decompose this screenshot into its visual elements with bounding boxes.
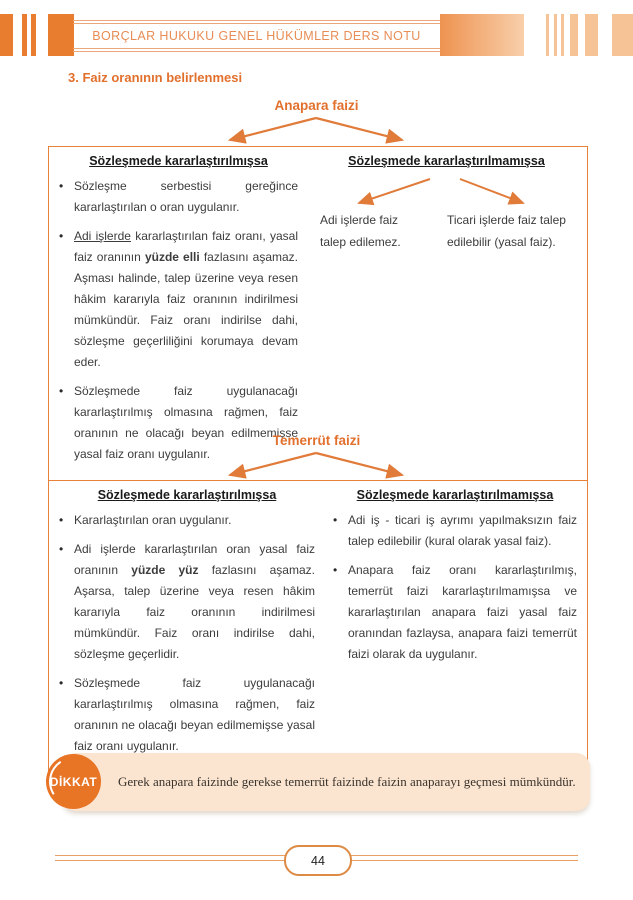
header-accent-bar-light: [554, 14, 557, 56]
temerrut-diagram-box: [48, 480, 588, 774]
bullet-text: Adi işlerde kararlaştırılan faiz oranı, yasal faiz oranının yüzde elli fazlasını aşamaz. Aşması halinde, talep üzerine veya resen hâkim kararıyla faiz oranının indirilmesi mümkündür. Faiz oranı indirilse dahi, sözleşme geçerliliğini korumaya devam eder.: [74, 229, 299, 369]
bullet-list: [333, 510, 577, 665]
attention-text: Gerek anapara faizinde gerekse temerrüt faizinde faizin anaparayı geçmesi mümkündür.: [118, 774, 576, 789]
header-gradient-block: [440, 14, 524, 56]
column-header: Sözleşmede kararlaştırılmamışsa: [348, 154, 545, 168]
header-accent-bar: [31, 14, 36, 56]
diagram-title-temerrut: Temerrüt faizi: [272, 433, 361, 448]
bullet-marker: •: [59, 542, 64, 556]
bullet-item: [333, 510, 577, 552]
bullet-marker: •: [59, 513, 64, 527]
page-title: BORÇLAR HUKUKU GENEL HÜKÜMLER DERS NOTU: [73, 20, 440, 52]
header-accent-bar: [22, 14, 27, 56]
header-accent-bar-light: [570, 14, 578, 56]
anapara-diagram-box: [48, 146, 588, 482]
header-accent-bar-light: [546, 14, 549, 56]
bullet-list: [59, 176, 298, 465]
bullet-text: Kararlaştırılan oran uygulanır.: [74, 513, 232, 527]
attention-callout: [62, 753, 590, 811]
bullet-item: [59, 539, 315, 665]
header-accent-bar-light: [585, 14, 598, 56]
bullet-marker: •: [333, 513, 338, 527]
diagram-title-anapara: Anapara faizi: [274, 98, 359, 113]
diverging-arrows-icon: [216, 450, 416, 480]
column-header: Sözleşmede kararlaştırılmamışsa: [356, 488, 554, 502]
bullet-list: [59, 510, 315, 757]
bullet-text: Sözleşme serbestisi gereğince kararlaştırılan o oran uygulanır.: [74, 179, 298, 214]
header-accent-bar-light: [561, 14, 564, 56]
header-accent-bar: [48, 14, 74, 56]
bullet-marker: •: [59, 179, 64, 193]
bullet-text: Sözleşmede faiz uygulanacağı kararlaştırılmış olmasına rağmen, faiz oranının ne olacağı beyan edilmemişse yasal faiz oranı uygulanır.: [74, 676, 315, 753]
bullet-item: [333, 560, 577, 665]
section-heading: 3. Faiz oranının belirlenmesi: [68, 70, 243, 85]
bullet-item: [59, 673, 315, 757]
bullet-marker: •: [333, 563, 338, 577]
branch-arrows-icon: [327, 176, 567, 208]
column-header: Sözleşmede kararlaştırılmışsa: [97, 488, 277, 502]
header-accent-bar: [0, 14, 13, 56]
attention-badge-icon: DİKKAT: [46, 754, 101, 809]
page-number-badge: 44: [284, 845, 352, 876]
header-accent-bar-light: [612, 14, 633, 56]
bullet-text: Anapara faiz oranı kararlaştırılmış, temerrüt faizi kararlaştırılmamışsa ve kararlaştırılan anapara faizi yasal faiz oranından fazlaysa, anapara faizi temerrüt faizi olarak da uygulanır.: [348, 563, 577, 661]
bullet-text: Sözleşmede faiz uygulanacağı kararlaştırılmış olmasına rağmen, faiz oranının ne olacağı beyan edilmemişse yasal faiz oranı uygulanır.: [74, 384, 298, 461]
diverging-arrows-icon: [216, 115, 416, 145]
bullet-marker: •: [59, 676, 64, 690]
column-header: Sözleşmede kararlaştırılmışsa: [89, 154, 268, 168]
bullet-marker: •: [59, 229, 64, 243]
branch-text-adi: Adi işlerde faiz talep edilemez.: [320, 213, 401, 249]
bullet-item: [59, 510, 315, 531]
bullet-marker: •: [59, 384, 64, 398]
bullet-text: Adi işlerde kararlaştırılan oran yasal faiz oranının yüzde yüz fazlasını aşamaz. Aşarsa, talep üzerine veya resen hâkim kararıyla faiz oranının indirilmesi mümkündür. Faiz oranı indirilse dahi, sözleşme geçerlidir.: [74, 542, 315, 661]
bullet-item: [59, 176, 298, 218]
bullet-item: [59, 226, 298, 373]
bullet-text: Adi iş - ticari iş ayrımı yapılmaksızın faiz talep edilebilir (kural olarak yasal faiz).: [348, 513, 577, 548]
branch-text-ticari: Ticari işlerde faiz talep edilebilir (yasal faiz).: [447, 213, 566, 249]
